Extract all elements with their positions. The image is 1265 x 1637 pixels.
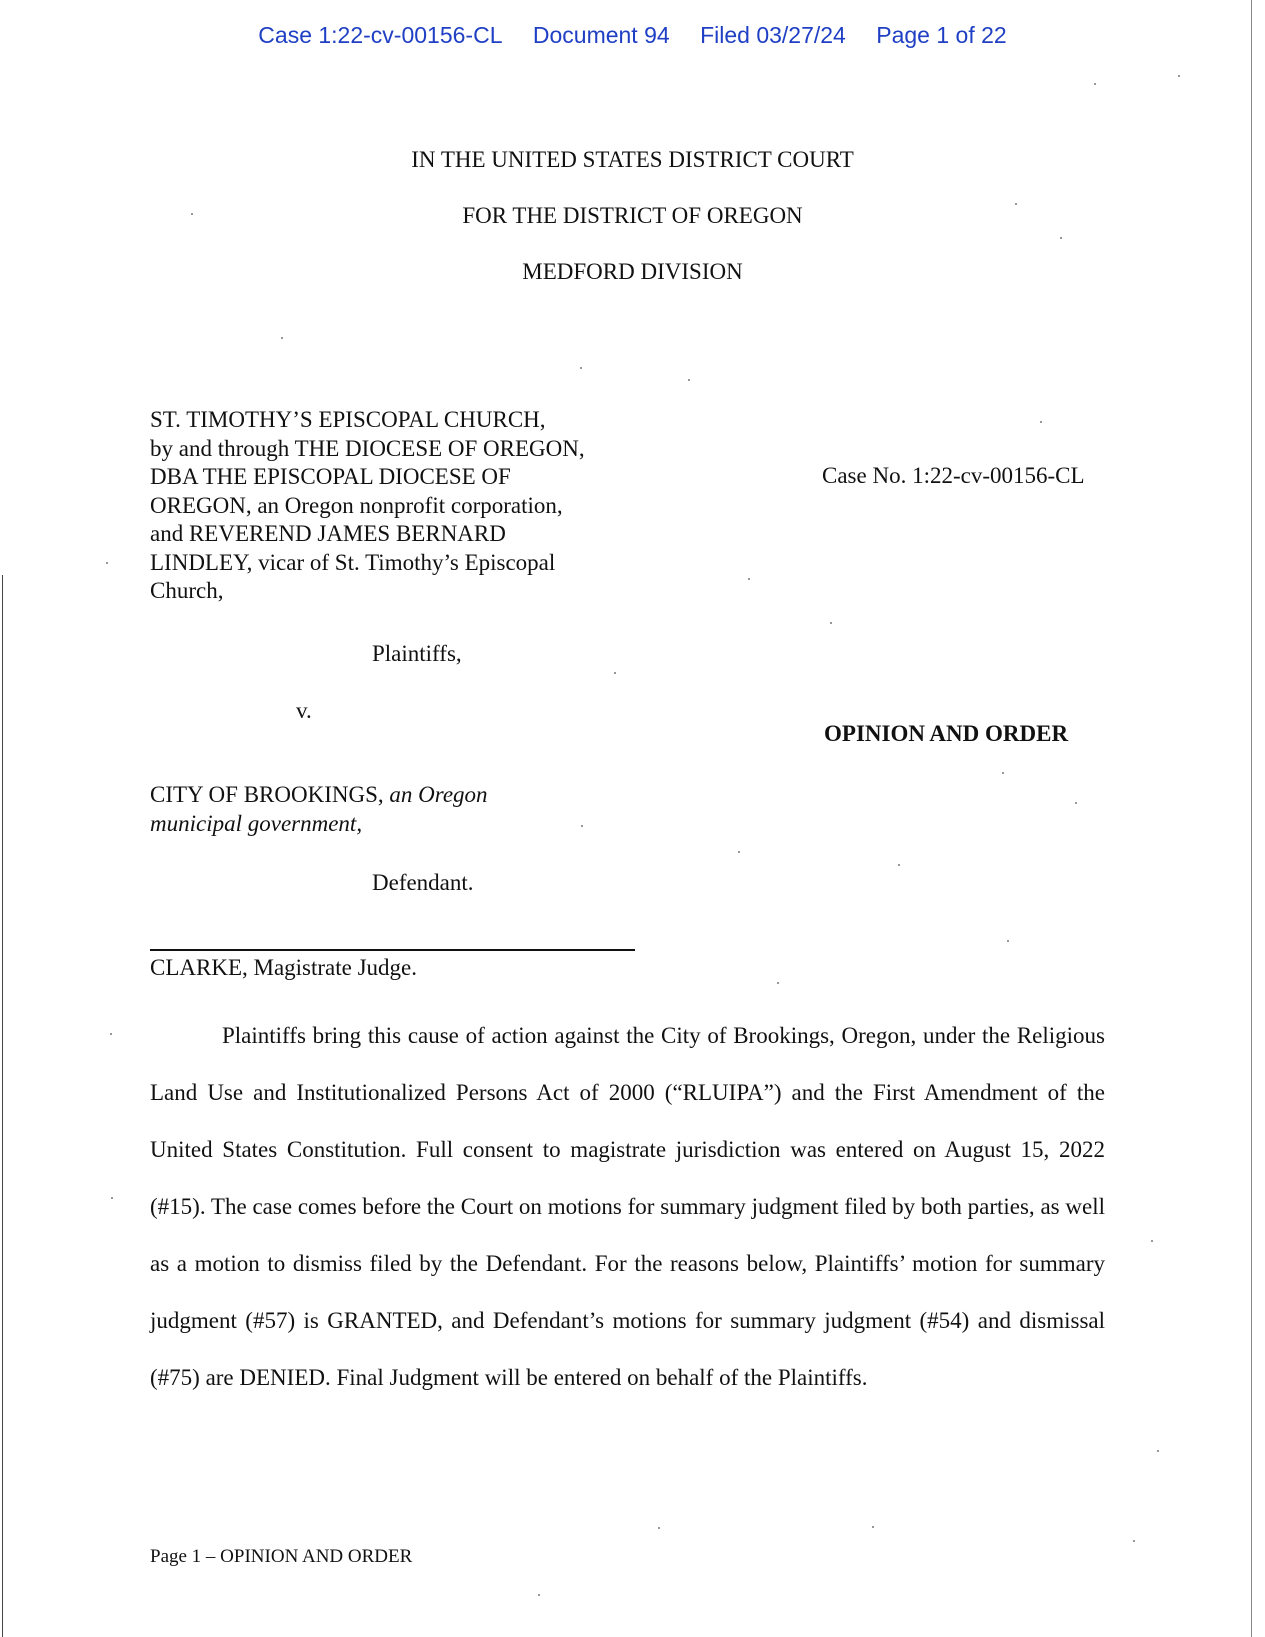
- header-case-number: Case 1:22-cv-00156-CL: [258, 22, 503, 48]
- scan-speck: [830, 622, 832, 624]
- scan-speck: [688, 379, 690, 381]
- versus: v.: [296, 698, 312, 723]
- plaintiffs-line: Church,: [150, 578, 224, 603]
- court-district: FOR THE DISTRICT OF OREGON: [462, 203, 803, 228]
- plaintiffs-line: OREGON, an Oregon nonprofit corporation,: [150, 492, 563, 518]
- scan-edge-right: [1251, 0, 1252, 1637]
- scan-speck: [738, 851, 740, 853]
- scan-speck: [538, 1594, 540, 1596]
- defendant-name: CITY OF BROOKINGS,: [150, 782, 384, 807]
- scan-speck: [872, 1526, 874, 1528]
- scan-speck: [1040, 421, 1042, 423]
- judge-line: CLARKE, Magistrate Judge.: [150, 955, 418, 980]
- plaintiffs-line: LINDLEY, vicar of St. Timothy’s Episcopal: [150, 549, 556, 575]
- plaintiffs-line: and REVEREND JAMES BERNARD: [150, 521, 506, 546]
- defendant-caption: [150, 780, 488, 838]
- plaintiffs-line: by and through THE DIOCESE OF OREGON,: [150, 435, 585, 461]
- header-page-count: Page 1 of 22: [876, 22, 1007, 48]
- plaintiffs-label: Plaintiffs,: [372, 641, 462, 666]
- defendant-description-cont: municipal government,: [150, 811, 363, 836]
- header-document-number: Document 94: [532, 22, 670, 48]
- court-division: MEDFORD DIVISION: [522, 259, 743, 284]
- scan-speck: [1015, 203, 1017, 205]
- scan-speck: [111, 1197, 113, 1199]
- opening-paragraph: Plaintiffs bring this cause of action against the City of Brookings, Oregon, under the Religious Land Use and Institutionalized Persons Act of 2000 (“RLUIPA”) and the First Amendment of the United States Constitution. Full consent to magistrate jurisdiction was entered on August 15, 2022 (#15). The case comes before the Court on motions for summary judgment filed by both parties, as well as a motion to dismiss filed by the Defendant. For the reasons below, Plaintiffs’ motion for summary judgment (#57) is GRANTED, and Defendant’s motions for summary judgment (#54) and dismissal (#75) are DENIED. Final Judgment will be entered on behalf of the Plaintiffs.: [150, 1023, 1105, 1390]
- plaintiffs-caption: [150, 406, 670, 606]
- scan-speck: [658, 1527, 660, 1529]
- scan-speck: [1060, 237, 1062, 239]
- document-title: OPINION AND ORDER: [824, 721, 1069, 746]
- scan-speck: [614, 672, 616, 674]
- scan-speck: [1157, 1450, 1159, 1452]
- scan-speck: [1075, 802, 1077, 804]
- plaintiffs-line: DBA THE EPISCOPAL DIOCESE OF: [150, 464, 511, 489]
- scan-speck: [110, 1033, 112, 1035]
- filing-header: [0, 22, 1265, 49]
- scan-speck: [191, 213, 193, 215]
- scan-speck: [1007, 940, 1009, 942]
- scan-speck: [1002, 772, 1004, 774]
- scan-speck: [581, 825, 583, 827]
- scan-speck: [748, 578, 750, 580]
- scan-speck: [777, 982, 779, 984]
- scan-speck: [580, 367, 582, 369]
- scan-speck: [1178, 75, 1180, 77]
- scan-speck: [1151, 1240, 1153, 1242]
- court-name: IN THE UNITED STATES DISTRICT COURT: [411, 147, 854, 172]
- case-number: Case No. 1:22-cv-00156-CL: [822, 463, 1085, 488]
- defendant-label: Defendant.: [372, 870, 474, 895]
- scan-speck: [898, 864, 900, 866]
- scan-speck: [281, 337, 283, 339]
- caption-divider: [150, 949, 635, 951]
- scan-edge-left: [2, 575, 3, 1637]
- scan-speck: [1133, 1540, 1135, 1542]
- header-filed-date: Filed 03/27/24: [700, 22, 846, 48]
- scan-speck: [1094, 83, 1096, 85]
- page-footer: Page 1 – OPINION AND ORDER: [150, 1546, 413, 1567]
- scan-speck: [106, 562, 108, 564]
- plaintiffs-line: ST. TIMOTHY’S EPISCOPAL CHURCH,: [150, 407, 546, 432]
- defendant-description: an Oregon: [389, 782, 488, 807]
